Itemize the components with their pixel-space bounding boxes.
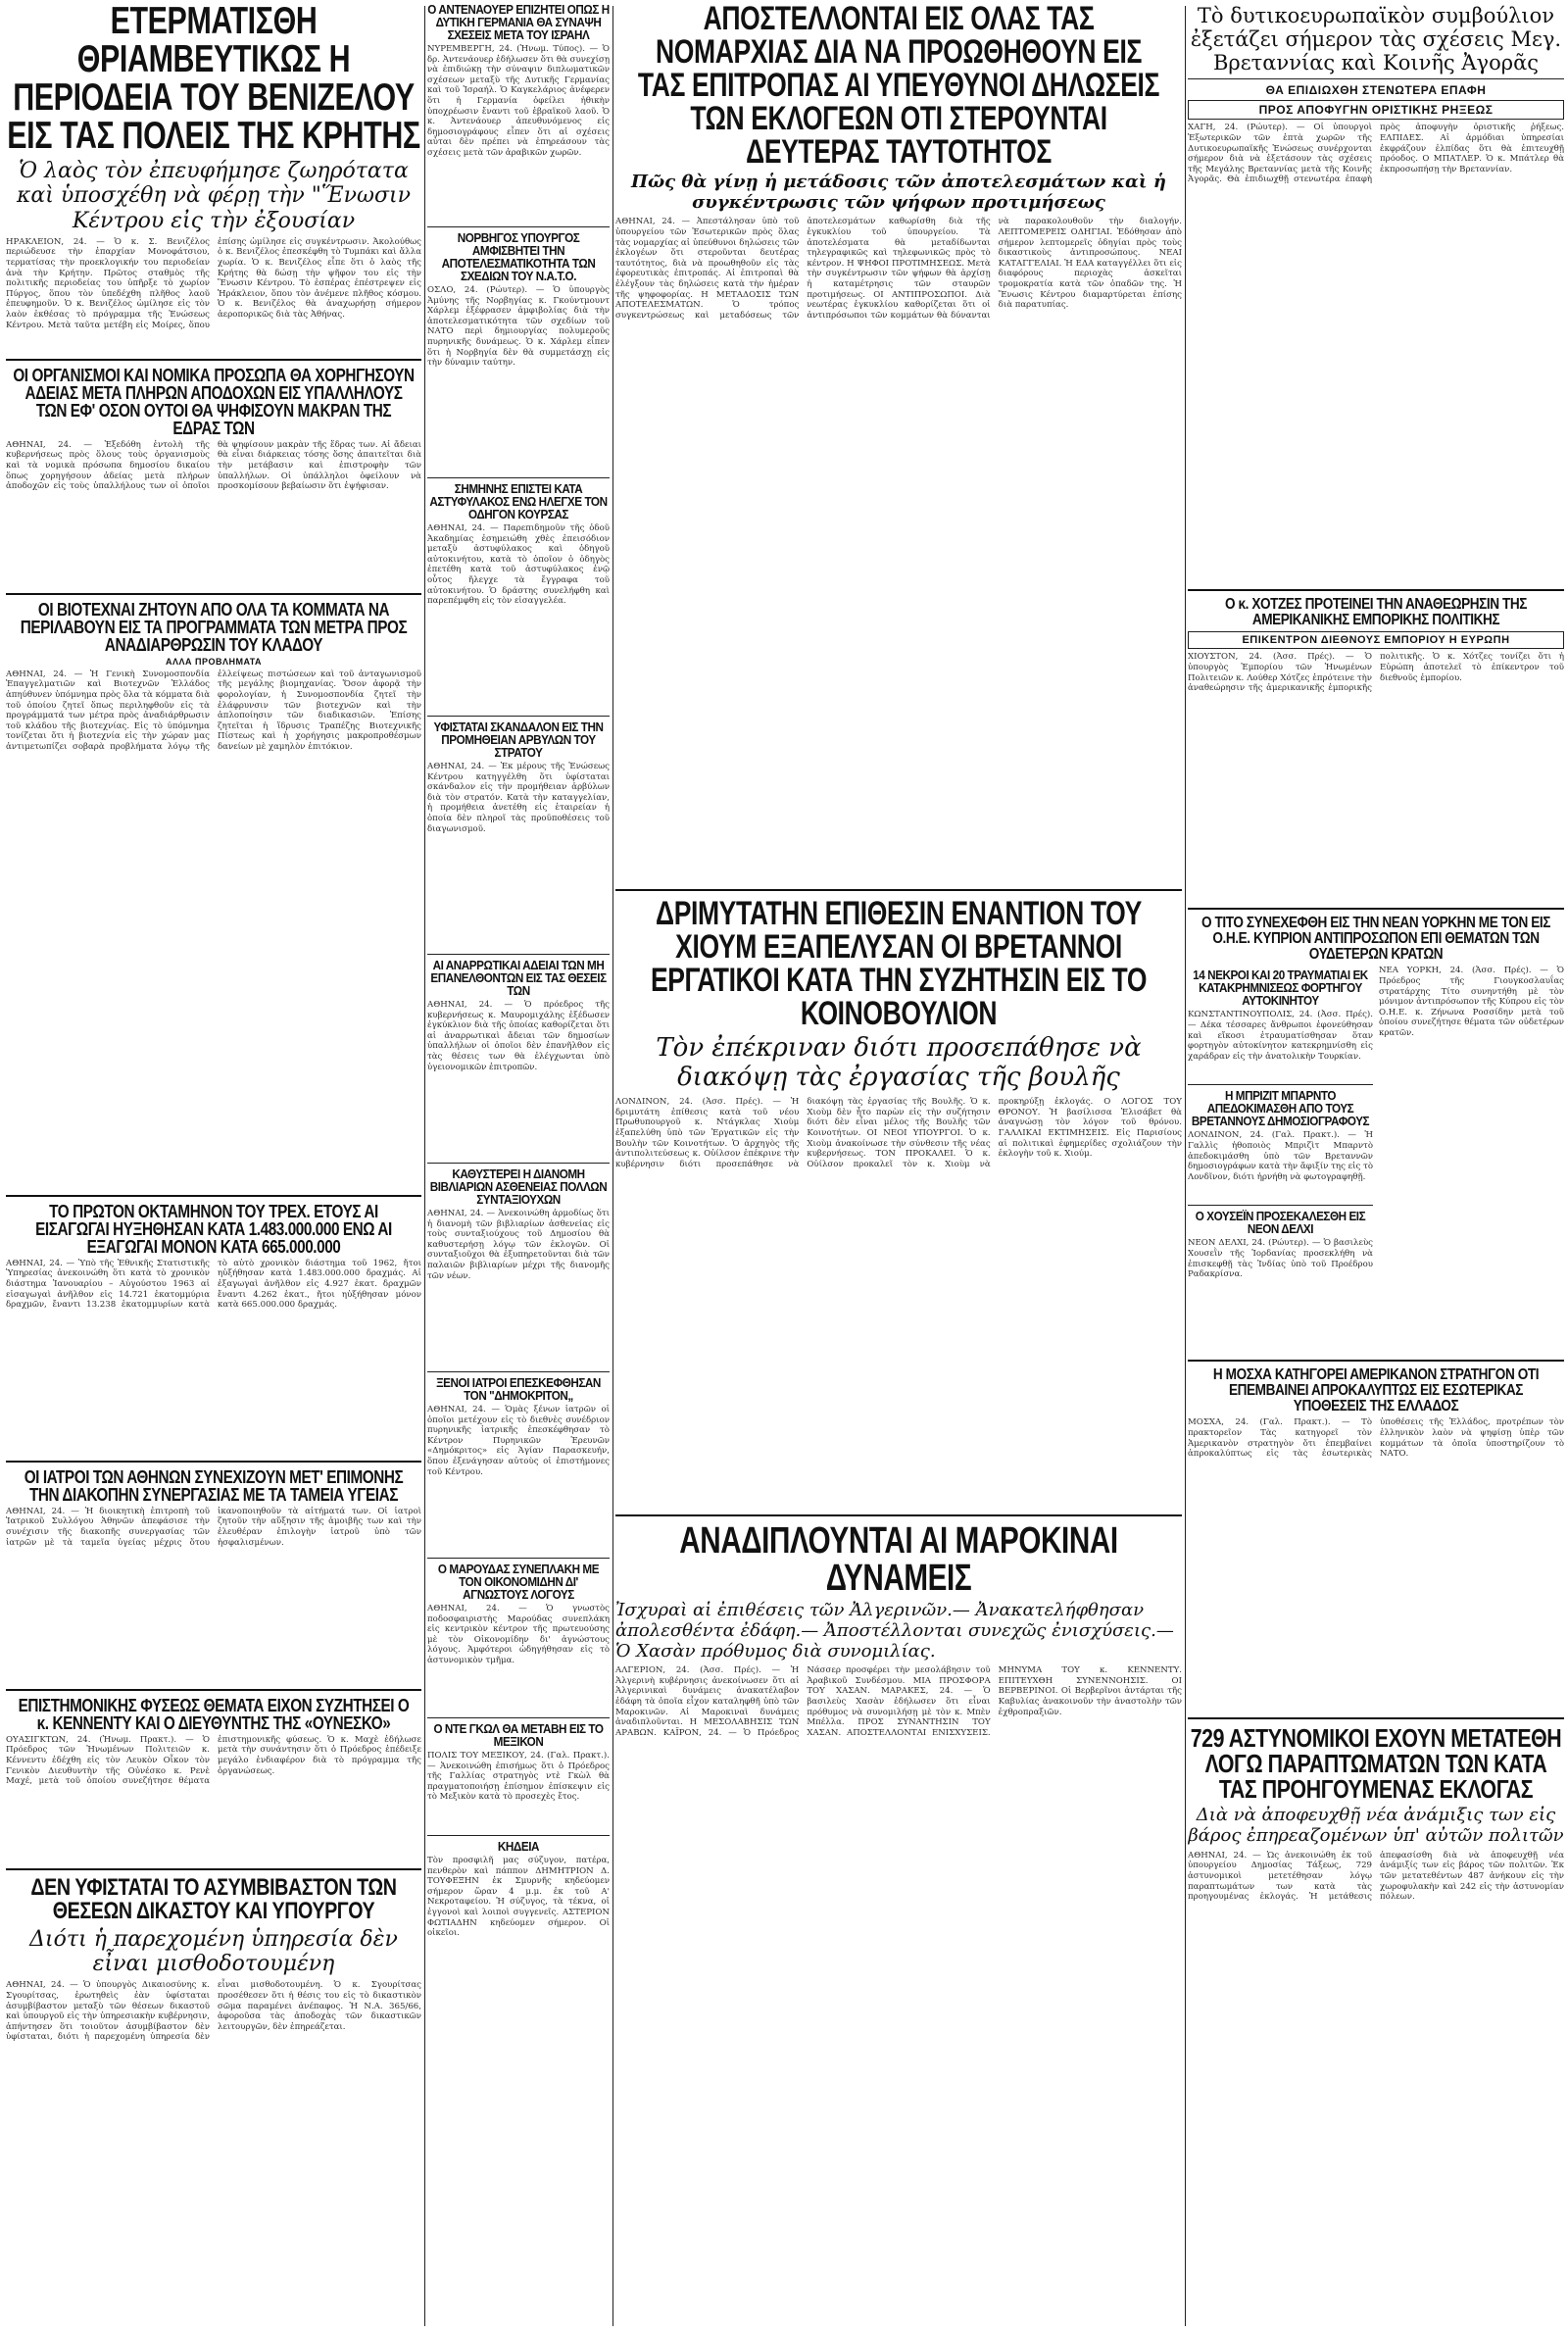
column-rule (424, 6, 425, 2326)
divider (427, 226, 610, 227)
article-hussein-body: ΝΕΟΝ ΔΕΛΧΙ, 24. (Ρώυτερ). — Ὁ βασιλεὺς Χουσεῒν τῆς Ἰορδανίας προσεκλήθη νὰ ἐπισκεφθῇ τὰς Ἰνδίας ὑπὸ τοῦ Προέδρου Ραδακρίσνα. (1188, 1238, 1373, 1280)
article-foreign-doctors-body: ΑΘΗΝΑΙ, 24. — Ὁμὰς ξένων ἰατρῶν οἱ ὁποῖοι μετέχουν εἰς τὸ διεθνὲς συνέδριον πυρηνικῆς ἰατρικῆς ἐπεσκέφθησαν τὸ Κέντρον Πυρηνικῶν Ἐρευνῶν «Δημόκριτος» εἰς Ἁγίαν Παρασκευήν, ὅπου ἐξενάγησαν αὐτοὺς οἱ ἐπιστήμονες τοῦ Κέντρου. (427, 1405, 610, 1477)
headline-foreign-doctors: ΞΕΝΟΙ ΙΑΤΡΟΙ ΕΠΕΣΚΕΦΘΗΣΑΝ ΤΟΝ "ΔΗΜΟΚΡΙΤΟΝ„ (436, 1375, 601, 1403)
article-adenauer-body: ΝΥΡΕΜΒΕΡΓΗ, 24. (Ἠνωμ. Τύπος). — Ὁ δρ. Ἀντενάουερ ἐδήλωσεν ὅτι θὰ συνεχίσῃ νὰ ἐπιδιώκῃ τὴν σύναψιν διπλωματικῶν σχέσεων μεταξὺ τῆς Δυτικῆς Γερμανίας καὶ τοῦ Ἰσραήλ. Ὁ Καγκελάριος ἀνέφερεν ὅτι ἡ Γερμανία ὀφείλει ἠθικὴν ὑποχρέωσιν ἔναντι τοῦ ἑβραϊκοῦ λαοῦ. Ὁ κ. Ἀντενάουερ ἀπευθυνόμενος εἰς δημοσιογράφους εἶπεν ὅτι αἱ σχέσεις αὗται δὲν πρέπει νὰ ἐπηρεάσουν τὰς σχέσεις μετὰ τῶν ἀραβικῶν χωρῶν. (427, 44, 610, 158)
divider (615, 889, 1182, 891)
headline-imports-exports: ΤΟ ΠΡΩΤΟΝ ΟΚΤΑΜΗΝΟΝ ΤΟΥ ΤΡΕΧ. ΕΤΟΥΣ ΑΙ ΕΙΣΑΓΩΓΑΙ ΗΥΞΗΘΗΣΑΝ ΚΑΤΑ 1.483.000.000 ΕΝΩ ΑΙ ΕΞΑΓΩΓΑΙ ΜΟΝΟΝ ΚΑΤΑ 665.000.000 (35, 1201, 392, 1257)
divider (427, 1717, 610, 1718)
article-craftsmen-body: ΑΘΗΝΑΙ, 24. — Ἡ Γενικὴ Συνομοσπονδία Ἐπαγγελματιῶν καὶ Βιοτεχνῶν Ἑλλάδος ἀπηύθυνεν ὑπόμνημα πρὸς ὅλα τὰ κόμματα διὰ τοῦ ὁποίου ζητεῖ ὅπως περιληφθοῦν εἰς τὰ προγράμματά των μέτρα πρὸς ἀναδιάρθρωσιν τοῦ κλάδου τῆς βιοτεχνίας. Εἰς τὸ ὑπόμνημα τονίζεται ὅτι ἡ βιοτεχνία εἰς τὴν χώραν μας ἀντιμετωπίζει σοβαρὰ προβλήματα λόγῳ τῆς ἐλλείψεως πιστώσεων καὶ τοῦ ἀνταγωνισμοῦ τῆς μεγάλης βιομηχανίας. Ὅσον ἀφορᾷ τὴν φορολογίαν, ἡ Συνομοσπονδία ζητεῖ τὴν ἐλάφρυνσιν τῶν βιοτεχνῶν καὶ τὴν ἀπλοποίησιν τῶν διαδικασιῶν. Ἐπίσης ζητεῖται ἡ ἵδρυσις Τραπέζης Βιοτεχνικῆς Πίστεως καὶ ἡ χορήγησις μακροπροθέσμων δανείων μὲ χαμηλὸν ἐπιτόκιον. (6, 669, 421, 753)
article-sick-leave-body: ΑΘΗΝΑΙ, 24. — Ὁ πρόεδρος τῆς κυβερνήσεως κ. Μαυρομιχάλης ἐξέδωσεν ἐγκύκλιον διὰ τῆς ὁποίας καθορίζεται ὅτι αἱ ἀναρρωτικαὶ ἄδειαι τῶν δημοσίων ὑπαλλήλων οἱ ὁποῖοι δὲν ἐπανῆλθον εἰς τὰς θέσεις των θὰ ἐλέγχωνται ὑπὸ ὑγειονομικῶν ἐπιτροπῶν. (427, 1000, 610, 1072)
article-health-books-body: ΑΘΗΝΑΙ, 24. — Ἀνεκοινώθη ἀρμοδίως ὅτι ἡ διανομὴ τῶν βιβλιαρίων ἀσθενείας εἰς τοὺς συνταξιούχους τοῦ Δημοσίου θὰ καθυστερήσῃ λόγῳ τῶν ἐκλογῶν. Οἱ συνταξιοῦχοι θὰ ἐξυπηρετοῦνται διὰ τῶν παλαιῶν βιβλιαρίων μέχρι τῆς διανομῆς τῶν νέων. (427, 1209, 610, 1281)
headline-adenauer-israel: Ο ΑΝΤΕΝΑΟΥΕΡ ΕΠΙΖΗΤΕΙ ΟΠΩΣ Η ΔΥΤΙΚΗ ΓΕΡΜΑΝΙΑ ΘΑ ΣΥΝΑΨΗ ΣΧΕΣΕΙΣ ΜΕΤΑ ΤΟΥ ΙΣΡΑΗΛ (427, 2, 610, 42)
headline-maroudas: Ο ΜΑΡΟΥΔΑΣ ΣΥΝΕΠΛΑΚΗ ΜΕ ΤΟΝ ΟΙΚΟΝΟΜΙΔΗΝ ΔΙ' ΑΓΝΩΣΤΟΥΣ ΛΟΓΟΥΣ (437, 1562, 600, 1602)
headline-norway-nato: ΝΟΡΒΗΓΟΣ ΥΠΟΥΡΓΟΣ ΑΜΦΙΣΒΗΤΕΙ ΤΗΝ ΑΠΟΤΕΛΕΣΜΑΤΙΚΟΤΗΤΑ ΤΩΝ ΣΧΕΔΙΩΝ ΤΟΥ Ν.Α.Τ.Ο. (441, 230, 596, 283)
divider (6, 359, 421, 361)
divider (6, 1461, 421, 1463)
article-imports-body: ΑΘΗΝΑΙ, 24. — Ὑπὸ τῆς Ἐθνικῆς Στατιστικῆς Ὑπηρεσίας ἀνεκοινώθη ὅτι κατὰ τὸ χρονικὸν διάστημα Ἰανουαρίου – Αὐγούστου 1963 αἱ εἰσαγωγαὶ ἀνῆλθον εἰς 14.721 ἑκατομμύρια δραχμῶν, ἔναντι 13.238 ἑκατομμυρίων κατὰ τὸ αὐτὸ χρονικὸν διάστημα τοῦ 1962, ἤτοι ηὐξήθησαν κατὰ 1.483.000.000 δραχμάς. Αἱ ἐξαγωγαὶ ἀνῆλθον εἰς 4.927 ἑκατ. δραχμῶν ἔναντι 4.262 ἑκατ., ἤτοι ηὐξήθησαν μόνον κατὰ 665.000.000 δραχμάς. (6, 1258, 421, 1311)
divider (6, 1868, 421, 1870)
kicker-avoid-rupture: ΠΡΟΣ ΑΠΟΦΥΓΗΝ ΟΡΙΣΤΙΚΗΣ ΡΗΞΕΩΣ (1188, 100, 1564, 120)
column-rule (612, 6, 613, 2326)
headline-moscow-general: Η ΜΟΣΧΑ ΚΑΤΗΓΟΡΕΙ ΑΜΕΡΙΚΑΝΟΝ ΣΤΡΑΤΗΓΟΝ ΟΤΙ ΕΠΕΜΒΑΙΝΕΙ ΑΠΡΟΚΑΛΥΠΤΩΣ ΕΙΣ ΕΣΩΤΕΡΙΚΑΣ ΥΠΟΘΕΣΕΙΣ ΤΗΣ ΕΛΛΑΔΟΣ (1212, 1366, 1540, 1415)
article-maroudas-body: ΑΘΗΝΑΙ, 24. — Ὁ γνωστὸς ποδοσφαιριστὴς Μαρούδας συνεπλάκη εἰς κεντρικὸν κέντρον τῆς πρωτευούσης μὲ τὸν Οἰκονομίδην δι' ἀγνώστους λόγους. Ἀμφότεροι ὡδηγήθησαν εἰς τὸ ἀστυνομικὸν τμῆμα. (427, 1604, 610, 1665)
subhead-home-attack: Τὸν ἐπέκριναν διότι προσεπάθησε νὰ διακόψῃ τὰς ἐργασίας τῆς βουλῆς (656, 1033, 1142, 1093)
headline-doctors: ΟΙ ΙΑΤΡΟΙ ΤΩΝ ΑΘΗΝΩΝ ΣΥΝΕΧΙΖΟΥΝ ΜΕΤ' ΕΠΙΜΟΝΗΣ ΤΗΝ ΔΙΑΚΟΠΗΝ ΣΥΝΕΡΓΑΣΙΑΣ ΜΕ ΤΑ ΤΑΜΕΙΑ ΥΓΕΙΑΣ (24, 1466, 404, 1505)
headline-boots-scandal: ΥΦΙΣΤΑΤΑΙ ΣΚΑΝΔΑΛΟΝ ΕΙΣ ΤΗΝ ΠΡΟΜΗΘΕΙΑΝ ΑΡΒΥΛΩΝ ΤΟΥ ΣΤΡΑΤΟΥ (433, 719, 604, 760)
article-norway-body: ΟΣΛΟ, 24. (Ρώυτερ). — Ὁ ὑπουργὸς Ἀμύνης τῆς Νορβηγίας κ. Γκούντμουντ Χάρλεμ ἐξέφρασεν ἀμφιβολίας διὰ τὴν ἀποτελεσματικότητα τῶν σχεδίων τοῦ ΝΑΤΟ περὶ δημιουργίας πολυμεροῦς πυρηνικῆς δυνάμεως. Ὁ κ. Χάρλεμ εἶπεν ὅτι ἡ Νορβηγία δὲν θὰ συμμετάσχῃ εἰς τὴν δύναμιν ταύτην. (427, 285, 610, 369)
column-rule (1185, 6, 1186, 2326)
divider (1188, 589, 1564, 591)
column-1 (6, 0, 421, 2332)
article-weu-body: ΧΑΓΗ, 24. (Ρώυτερ). — Οἱ ὑπουργοὶ Ἐξωτερικῶν τῶν ἑπτὰ χωρῶν τῆς Δυτικοευρωπαϊκῆς Ἑνώσεως συνέρχονται σήμερον διὰ νὰ ἐξετάσουν τὰς σχέσεις τῆς Μεγάλης Βρεταννίας μετὰ τῆς Κοινῆς Ἀγορᾶς. Θὰ ἐπιδιωχθῇ στενωτέρα ἐπαφὴ πρὸς ἀποφυγὴν ὁριστικῆς ῥήξεως. ΕΛΠΙΔΕΣ. Αἱ ἀρμόδιαι ὑπηρεσίαι ἐκφράζουν ἐλπίδας ὅτι θὰ ἐπιτευχθῇ πρόοδος. Ο ΜΠΑΤΛΕΡ. Ὁ κ. Μπάτλερ θὰ ἐκπροσωπήσῃ τὴν Βρεταννίαν. (1188, 123, 1564, 185)
headline-craftsmen: ΟΙ ΒΙΟΤΕΧΝΑΙ ΖΗΤΟΥΝ ΑΠΟ ΟΛΑ ΤΑ ΚΟΜΜΑΤΑ ΝΑ ΠΕΡΙΛΑΒΟΥΝ ΕΙΣ ΤΑ ΠΡΟΓΡΑΜΜΑΤΑ ΤΩΝ ΜΕΤΡΑ ΠΡΟΣ ΑΝΑΔΙΑΡΘΡΩΣΙΝ ΤΟΥ ΚΛΑΔΟΥ (20, 599, 408, 655)
article-boots-body: ΑΘΗΝΑΙ, 24. — Ἐκ μέρους τῆς Ἑνώσεως Κέντρου κατηγγέλθη ὅτι ὑφίσταται σκάνδαλον εἰς τὴν προμήθειαν ἀρβύλων διὰ τὸν στρατόν. Κατὰ τὴν καταγγελίαν, ἡ προμήθεια ἀνετέθη εἰς ἑταιρείαν ἡ ὁποία δὲν πληροῖ τὰς προϋποθέσεις τοῦ διαγωνισμοῦ. (427, 762, 610, 834)
divider (6, 1689, 421, 1691)
divider (1188, 1084, 1373, 1085)
headline-bardot: Η ΜΠΡΙΖΙΤ ΜΠΑΡΝΤΟ ΑΠΕΔΟΚΙΜΑΣΘΗ ΑΠΟ ΤΟΥΣ ΒΡΕΤΑΝΝΟΥΣ ΔΗΜΟΣΙΟΓΡΑΦΟΥΣ (1191, 1088, 1370, 1129)
headline-hussein: Ο ΧΟΥΣΕΪΝ ΠΡΟΣΕΚΑΛΕΣΘΗ ΕΙΣ ΝΕΟΝ ΔΕΛΧΙ (1195, 1209, 1366, 1237)
article-leave-employees-body: ΑΘΗΝΑΙ, 24. — Ἐξεδόθη ἐντολὴ τῆς κυβερνήσεως πρὸς ὅλους τοὺς ὀργανισμοὺς καὶ τὰ νομικὰ πρόσωπα δημοσίου δικαίου ὅπως χορηγήσουν ἀδείας μετὰ πλήρων ἀποδοχῶν εἰς τοὺς ὑπαλλήλους των οἱ ὁποῖοι θὰ ψηφίσουν μακρὰν τῆς ἕδρας των. Αἱ ἄδειαι θὰ εἶναι διάρκειας τόσης ὅσης ἀπαιτεῖται διὰ τὴν μετάβασιν καὶ ἐπιστροφὴν τῶν ὑπαλλήλων. Οἱ ὑπάλληλοι ὀφείλουν νὰ προσκομίσουν βεβαίωσιν ὅτι ἐψήφισαν. (6, 439, 421, 492)
divider (427, 954, 610, 955)
headline-health-books: ΚΑΘΥΣΤΕΡΕΙ Η ΔΙΑΝΟΜΗ ΒΙΒΛΙΑΡΙΩΝ ΑΣΘΕΝΕΙΑΣ ΠΟΛΛΩΝ ΣΥΝΤΑΞΙΟΥΧΩΝ (429, 1166, 608, 1207)
divider (1188, 78, 1564, 79)
article-moroccan-body: ΑΛΓΕΡΙΟΝ, 24. (Ἀσσ. Πρές). — Ἡ Ἀλγερινὴ κυβέρνησις ἀνεκοίνωσεν ὅτι αἱ Ἀλγερινικαὶ δυνάμεις ἀνακατέλαβον ἐδάφη τὰ ὁποῖα εἶχον καταληφθῆ ὑπὸ τῶν Μαροκινῶν. Αἱ Μαροκιναὶ δυνάμεις ἀναδιπλοῦνται. Η ΜΕΣΟΛΑΒΗΣΙΣ ΤΩΝ ΑΡΑΒΩΝ. ΚΑΪΡΟΝ, 24. — Ὁ Πρόεδρος Νάσσερ προσφέρει τὴν μεσολάβησιν τοῦ Ἀραβικοῦ Συνδέσμου. ΜΙΑ ΠΡΟΣΦΟΡΑ ΤΟΥ ΧΑΣΑΝ. ΜΑΡΑΚΕΣ, 24. — Ὁ βασιλεὺς Χασὰν ἐδήλωσεν ὅτι εἶναι πρόθυμος νὰ συνομιλήσῃ μὲ τὸν κ. Μπὲν Μπέλλα. ΠΡΟΣ ΣΥΝΑΝΤΗΣΙΝ ΤΟΥ ΧΑΣΑΝ. ΑΠΟΣΤΕΛΛΟΝΤΑΙ ΕΝΙΣΧΥΣΕΙΣ. ΜΗΝΥΜΑ ΤΟΥ κ. ΚΕΝΝΕΝΤΥ. ΕΠΙΤΕΥΧΘΗ ΣΥΝΕΝΝΟΗΣΙΣ. ΟΙ ΒΕΡΒΕΡΙΝΟΙ. Οἱ Βερβερῖνοι ἀντάρται τῆς Καβυλίας ἀνακοινοῦν τὴν ἀναστολὴν τῶν ἐχθροπραξιῶν. (615, 1665, 1182, 1738)
article-hodges-body: ΧΙΟΥΣΤΟΝ, 24. (Ἀσσ. Πρές). — Ὁ ὑπουργὸς Ἐμπορίου τῶν Ἡνωμένων Πολιτειῶν κ. Λούθερ Χότζες ἐπρότεινε τὴν ἀναθεώρησιν τῆς ἀμερικανικῆς ἐμπορικῆς πολιτικῆς. Ὁ κ. Χότζες τονίζει ὅτι ἡ Εὐρώπη ἀποτελεῖ τὸ ἐπίκεντρον τοῦ διεθνοῦς ἐμπορίου. (1188, 652, 1564, 694)
headline-de-gaulle-mexico: Ο ΝΤΕ ΓΚΩΛ ΘΑ ΜΕΤΑΒΗ ΕΙΣ ΤΟ ΜΕΞΙΚΟΝ (433, 1721, 604, 1749)
article-elections-body: ΑΘΗΝΑΙ, 24. — Ἀπεστάλησαν ὑπὸ τοῦ ὑπουργείου τῶν Ἐσωτερικῶν πρὸς ὅλας τὰς νομαρχίας αἱ ὑπεύθυνοι δηλώσεις τῶν ἐκλογέων ὅτι στεροῦνται δευτέρας ταυτότητος, διὰ νὰ προωθηθοῦν εἰς τὰς ἐφορευτικὰς ἐπιτροπάς. Αἱ ἐπιτροπαὶ θὰ ἐλέγξουν τὰς δηλώσεις κατὰ τὴν ἡμέραν τῆς ψηφοφορίας. Η ΜΕΤΑΔΟΣΙΣ ΤΩΝ ΑΠΟΤΕΛΕΣΜΑΤΩΝ. Ὁ τρόπος συγκεντρώσεως καὶ μεταδόσεως τῶν ἀποτελεσμάτων καθωρίσθη διὰ τῆς ἐγκυκλίου τοῦ ὑπουργείου. Τὰ ἀποτελέσματα θὰ μεταδίδωνται τηλεγραφικῶς καὶ τηλεφωνικῶς πρὸς τὸ κέντρον. Η ΨΗΦΟΙ ΠΡΟΤΙΜΗΣΕΩΣ. Μετὰ τὴν συγκέντρωσιν τῶν ψήφων θὰ ἀρχίσῃ ἡ καταμέτρησις τῶν σταυρῶν προτιμήσεως. ΟΙ ΑΝΤΙΠΡΟΣΩΠΟΙ. Διὰ νεωτέρας ἐγκυκλίου καθορίζεται ὅτι οἱ ἀντιπρόσωποι τῶν κομμάτων θὰ δύνανται νὰ παρακολουθοῦν τὴν διαλογήν. ΛΕΠΤΟΜΕΡΕΙΣ ΟΔΗΓΙΑΙ. Ἐδόθησαν ἀπὸ σήμερον λεπτομερεῖς ὁδηγίαι πρὸς τοὺς δικαστικοὺς ἀντιπροσώπους. ΝΕΑΙ ΚΑΤΑΓΓΕΛΙΑΙ. Ἡ ΕΔΑ καταγγέλλει ὅτι εἰς διαφόρους περιοχὰς ἀσκεῖται τρομοκρατία κατὰ τῶν ὀπαδῶν της. Ἡ Ἕνωσις Κέντρου διαμαρτύρεται ἐπίσης διὰ παρατυπίας. (615, 217, 1182, 321)
subhead-moroccan-forces: Ἰσχυραὶ αἱ ἐπιθέσεις τῶν Ἀλγερινῶν.— Ἀνακατελήφθησαν ἀπολεσθέντα ἐδάφη.— Ἀποστέλλονται συνεχῶς ἐνισχύσεις.—Ὁ Χασὰν πρόθυμος διὰ συνομιλίας. (615, 1600, 1174, 1662)
divider (1188, 1205, 1373, 1206)
subhead-729-police: Διὰ νὰ ἀποφευχθῇ νέα ἀνάμιξις των εἰς βάρος ἐπηρεαζομένων ὑπ' αὐτῶν πολιτῶν (1188, 1805, 1564, 1847)
headline-elections-declarations: ΑΠΟΣΤΕΛΛΟΝΤΑΙ ΕΙΣ ΟΛΑΣ ΤΑΣ ΝΟΜΑΡΧΙΑΣ ΔΙΑ ΝΑ ΠΡΟΩΘΗΘΟΥΝ ΕΙΣ ΤΑΣ ΕΠΙΤΡΟΠΑΣ ΑΙ ΥΠΕΥΘΥΝΟΙ ΔΗΛΩΣΕΙΣ ΤΩΝ ΕΚΛΟΓΕΩΝ ΟΤΙ ΣΤΕΡΟΥΝΤΑΙ ΔΕΥΤΕΡΑΣ ΤΑΥΤΟΤΗΤΟΣ (637, 0, 1160, 171)
divider (427, 716, 610, 717)
headline-hodges: Ο κ. ΧΟΤΖΕΣ ΠΡΟΤΕΙΝΕΙ ΤΗΝ ΑΝΑΘΕΩΡΗΣΙΝ ΤΗΣ ΑΜΕΡΙΚΑΝΙΚΗΣ ΕΜΠΟΡΙΚΗΣ ΠΟΛΙΤΙΚΗΣ (1224, 596, 1528, 629)
article-venizelos-body: ΗΡΑΚΛΕΙΟΝ, 24. — Ὁ κ. Σ. Βενιζέλος περιώδευσε τὴν ἐπαρχίαν Μονοφάτσιου, τερματίσας τὴν προεκλογικήν του περιοδείαν ἀνὰ τὴν Κρήτην. Πρῶτος σταθμὸς τῆς πολιτικῆς περιοδείας του ὑπῆρξε τὸ χωρίον Πύργος, ὅπου τὸν ὑπεδέχθη πλῆθος λαοῦ ἐπευφημοῦν. Ὁ κ. Βενιζέλος ὡμίλησε εἰς τὸν λαὸν ἐκθέσας τὸ πρόγραμμα τῆς Ἑνώσεως Κέντρου. Μετὰ ταῦτα μετέβη εἰς Μοίρες, ὅπου ἐπίσης ὡμίλησε εἰς συγκέντρωσιν. Ἀκολούθως ὁ κ. Βενιζέλος ἐπεσκέφθη τὸ Τυμπάκι καὶ ἄλλα χωρία. Ὁ κ. Βενιζέλος εἶπε ὅτι ὁ λαὸς τῆς Κρήτης θὰ δώσῃ τὴν ψῆφον του εἰς τὴν Ἕνωσιν Κέντρου. Τὸ ἑσπέρας ἐπέστρεψεν εἰς Ἡράκλειον, ὅπου τὸν ἀνέμενε πλῆθος κόσμου. Ὁ κ. Βενιζέλος θὰ ἀναχωρήσῃ σήμερον ἀεροπορικῶς διὰ τὰς Ἀθήνας. (6, 236, 421, 330)
kicker-closer-contact: ΘΑ ΕΠΙΔΙΩΧΘΗ ΣΤΕΝΩΤΕΡΑ ΕΠΑΦΗ (1265, 83, 1487, 98)
divider (427, 477, 610, 478)
divider (427, 1163, 610, 1164)
divider (427, 1835, 610, 1836)
tito-row (1188, 966, 1564, 1354)
article-kennedy-body: ΟΥΑΣΙΓΚΤΩΝ, 24. (Ἠνωμ. Πρακτ.). — Ὁ Πρόεδρος τῶν Ἡνωμένων Πολιτειῶν κ. Κέννεντυ ἐδέχθη εἰς τὸν Λευκὸν Οἶκον τὸν Γενικὸν Διευθυντὴν τῆς Οὐνέσκο κ. Ρενὲ Μαχέ, μετὰ τοῦ ὁποίου συνεζήτησε θέματα ἐπιστημονικῆς φύσεως. Ὁ κ. Μαχὲ ἐδήλωσε μετὰ τὴν συνάντησιν ὅτι ὁ Πρόεδρος ἐπέδειξε μεγάλο ἐνδιαφέρον διὰ τὸ πρόγραμμα τῆς ὀργανώσεως. (6, 1734, 421, 1787)
headline-14-dead: 14 ΝΕΚΡΟΙ ΚΑΙ 20 ΤΡΑΥΜΑΤΙΑΙ ΕΚ ΚΑΤΑΚΡΗΜΝΙΣΕΩΣ ΦΟΡΤΗΓΟΥ ΑΥΤΟΚΙΝΗΤΟΥ (1193, 968, 1368, 1009)
article-729-body: ΑΘΗΝΑΙ, 24. — Ὡς ἀνεκοινώθη ἐκ τοῦ ὑπουργείου Δημοσίας Τάξεως, 729 ἀστυνομικοὶ μετετέθησαν λόγῳ παραπτωμάτων των κατὰ τὰς προηγουμένας ἐκλογάς. Ἡ μετάθεσις ἀπεφασίσθη διὰ νὰ ἀποφευχθῇ νέα ἀνάμιξίς των εἰς βάρος τῶν πολιτῶν. Ἐκ τῶν μετατεθέντων 487 ἀνήκουν εἰς τὴν χωροφυλακὴν καὶ 242 εἰς τὴν ἀστυνομίαν πόλεων. (1188, 1850, 1564, 1903)
tito-left (1188, 966, 1373, 1354)
headline-judge-minister: ΔΕΝ ΥΦΙΣΤΑΤΑΙ ΤΟ ΑΣΥΜΒΙΒΑΣΤΟΝ ΤΩΝ ΘΕΣΕΩΝ ΔΙΚΑΣΤΟΥ ΚΑΙ ΥΠΟΥΡΓΟΥ (30, 1873, 397, 1924)
article-de-gaulle-body: ΠΟΛΙΣ ΤΟΥ ΜΕΞΙΚΟΥ, 24. (Γαλ. Πρακτ.). — Ἀνεκοινώθη ἐπισήμως ὅτι ὁ Πρόεδρος τῆς Γαλλίας στρατηγὸς ντὲ Γκὼλ θὰ πραγματοποιήσῃ ἐπίσημον ἐπίσκεψιν εἰς τὸ Μεξικὸν κατὰ τὸ προσεχὲς ἔτος. (427, 1751, 610, 1803)
divider (427, 1371, 610, 1372)
article-judge-body: ΑΘΗΝΑΙ, 24. — Ὁ ὑπουργὸς Δικαιοσύνης κ. Σγουρίτσας, ἐρωτηθεὶς ἐὰν ὑφίσταται ἀσυμβίβαστον μεταξὺ τῶν θέσεων δικαστοῦ καὶ ὑπουργοῦ εἰς τὴν ὑπηρεσιακὴν κυβέρνησιν, ἀπήντησεν ὅτι τοιοῦτον ἀσυμβίβαστον δὲν ὑφίσταται, διότι ἡ παρεχομένη ὑπηρεσία δὲν εἶναι μισθοδοτουμένη. Ὁ κ. Σγουρίτσας προσέθεσεν ὅτι ἡ θέσις του εἰς τὸ δικαστικὸν σῶμα παραμένει ἀνέπαφος. Ἡ Ν.Α. 365/66, ἀφοροῦσα τὰς ἀποδοχὰς τῶν δικαστικῶν λειτουργῶν, δὲν ἐπηρεάζεται. (6, 1980, 421, 2043)
subhead-venizelos: Ὁ λαὸς τὸν ἐπευφήμησε ζωηρότατα καὶ ὑποσχέθη νὰ φέρῃ τὴν "Ἕνωσιν Κέντρου εἰς τὴν ἐξουσίαν (16, 159, 412, 233)
tito-right (1379, 966, 1564, 1354)
headline-sick-leave: ΑΙ ΑΝΑΡΡΩΤΙΚΑΙ ΑΔΕΙΑΙ ΤΩΝ ΜΗ ΕΠΑΝΕΛΘΟΝΤΩΝ ΕΙΣ ΤΑΣ ΘΕΣΕΙΣ ΤΩΝ (430, 958, 607, 998)
divider (615, 1514, 1182, 1516)
article-home-body: ΛΟΝΔΙΝΟΝ, 24. (Ἀσσ. Πρές). — Ἡ δριμυτάτη ἐπίθεσις κατὰ τοῦ νέου Πρωθυπουργοῦ κ. Ντάγκλας Χιοὺμ ἐξαπελύθη ὑπὸ τῶν Ἐργατικῶν εἰς τὴν Βουλὴν τῶν Κοινοτήτων. Ὁ ἀρχηγὸς τῆς ἀντιπολιτεύσεως κ. Οὐίλσον ἐπέκρινε τὴν κυβέρνησιν διότι προσεπάθησε νὰ διακόψῃ τὰς ἐργασίας τῆς Βουλῆς. Ὁ κ. Χιοὺμ δὲν ἦτο παρὼν εἰς τὴν συζήτησιν διότι δὲν εἶναι μέλος τῆς Βουλῆς τῶν Κοινοτήτων. ΟΙ ΝΕΟΙ ΥΠΟΥΡΓΟΙ. Ὁ κ. Χιοὺμ ἀνακοίνωσε τὴν σύνθεσιν τῆς νέας κυβερνήσεως. ΤΟΝ ΠΡΟΚΑΛΕΙ. Ὁ κ. Οὐίλσον προκαλεῖ τὸν κ. Χιοὺμ νὰ προκηρύξῃ ἐκλογάς. Ο ΛΟΓΟΣ ΤΟΥ ΘΡΟΝΟΥ. Ἡ βασίλισσα Ἐλισάβετ θὰ ἀναγνώσῃ τὸν λόγον τοῦ θρόνου. ΓΑΛΛΙΚΑΙ ΕΚΤΙΜΗΣΕΙΣ. Εἰς Παρισίους αἱ πολιτικαὶ ἐφημερίδες σχολιάζουν τὴν ἐκλογὴν τοῦ κ. Χιούμ. (615, 1097, 1182, 1169)
subhead-judge-minister: Διότι ἡ παρεχομένη ὑπηρεσία δὲν εἶναι μισθοδοτουμένη (29, 1926, 398, 1977)
divider (427, 1558, 610, 1559)
divider (1188, 908, 1564, 910)
headline-tito-cyprus: Ο ΤΙΤΟ ΣΥΝΕΧΕΦΘΗ ΕΙΣ ΤΗΝ ΝΕΑΝ ΥΟΡΚΗΝ ΜΕ ΤΟΝ ΕΙΣ Ο.Η.Ε. ΚΥΠΡΙΟΝ ΑΝΤΙΠΡΟΣΩΠΟΝ ΕΠΙ ΘΕΜΑΤΩΝ ΤΩΝ ΟΥΔΕΤΕΡΩΝ ΚΡΑΤΩΝ (1201, 915, 1550, 964)
subhead-results-transmission: Πῶς θὰ γίνῃ ἡ μετάδοσις τῶν ἀποτελεσμάτων καὶ ἡ συγκέντρωσις τῶν ψήφων προτιμήσεως (631, 172, 1166, 213)
article-14-dead-body: ΚΩΝΣΤΑΝΤΙΝΟΥΠΟΛΙΣ, 24. (Ἀσσ. Πρές). — Δέκα τέσσαρες ἄνθρωποι ἐφονεύθησαν καὶ εἴκοσι ἐτραυματίσθησαν ὅταν φορτηγὸν αὐτοκίνητον κατεκρημνίσθη εἰς χαράδραν εἰς τὴν ἀνατολικὴν Τουρκίαν. (1188, 1010, 1373, 1062)
article-officer-body: ΑΘΗΝΑΙ, 24. — Παρεπιδημοῦν τῆς ὁδοῦ Ἀκαδημίας ἐσημειώθη χθὲς ἐπεισόδιον μεταξὺ ἀστυφύλακος καὶ ὁδηγοῦ αὐτοκινήτου, κατὰ τὸ ὁποῖον ὁ ὁδηγὸς ἐπετέθη κατὰ τοῦ ἀστυφύλακος ἐνῷ οὗτος ἤλεγχε τὰ ἔγγραφα τοῦ αὐτοκινήτου. Ὁ δράστης συνελήφθη καὶ παρεπέμφθη εἰς τὸν εἰσαγγελέα. (427, 523, 610, 607)
headline-funeral: ΚΗΔΕΙΑ (497, 1839, 540, 1854)
article-moscow-body: ΜΟΣΧΑ, 24. (Γαλ. Πρακτ.). — Τὸ πρακτορεῖον Τὰς κατηγορεῖ τὸν Ἀμερικανὸν στρατηγὸν ὅτι ἐπεμβαίνει ἀπροκαλύπτως εἰς τὰς ἐσωτερικὰς ὑποθέσεις τῆς Ἑλλάδος, προτρέπων τὸν ἑλληνικὸν λαὸν νὰ ψηφίσῃ ὑπὲρ τῶν κομμάτων τὰ ὁποῖα ὑποστηρίζουν τὸ ΝΑΤΟ. (1188, 1417, 1564, 1460)
headline-moroccan-forces: ΑΝΑΔΙΠΛΟΥΝΤΑΙ ΑΙ ΜΑΡΟΚΙΝΑΙ ΔΥΝΑΜΕΙΣ (679, 1520, 1118, 1600)
headline-weu-council: Τὸ δυτικοευρωπαϊκὸν συμβούλιον ἐξετάζει σήμερον τὰς σχέσεις Μεγ. Βρεταννίας καὶ Κοινῆς Ἀγορᾶς (1190, 4, 1562, 75)
column-2 (427, 0, 610, 2332)
headline-kennedy-unesco: ΕΠΙΣΤΗΜΟΝΙΚΗΣ ΦΥΣΕΩΣ ΘΕΜΑΤΑ ΕΙΧΟΝ ΣΥΖΗΤΗΣΕΙ Ο κ. ΚΕΝΝΕΝΤΥ ΚΑΙ Ο ΔΙΕΥΘΥΝΤΗΣ ΤΗΣ «ΟΥΝΕΣΚΟ» (18, 1695, 410, 1733)
article-doctors-body: ΑΘΗΝΑΙ, 24. — Ἡ διοικητικὴ ἐπιτροπὴ τοῦ Ἰατρικοῦ Συλλόγου Ἀθηνῶν ἀπεφάσισε τὴν συνέχισιν τῆς διακοπῆς συνεργασίας τῶν ἰατρῶν μὲ τὰ ταμεῖα ὑγείας μέχρις ὅτου ἱκανοποιηθοῦν τὰ αἰτήματά των. Οἱ ἰατροὶ ζητοῦν τὴν αὔξησιν τῆς ἀμοιβῆς των καὶ τὴν ἐλευθέραν ἐπιλογὴν ἰατροῦ ὑπὸ τῶν ἠσφαλισμένων. (6, 1506, 421, 1548)
divider (1188, 1360, 1564, 1362)
headline-venizelos: ΕΤΕΡΜΑΤΙΣΘΗ ΘΡΙΑΜΒΕΥΤΙΚΩΣ Η ΠΕΡΙΟΔΕΙΑ ΤΟΥ ΒΕΝΙΖΕΛΟΥ ΕΙΣ ΤΑΣ ΠΟΛΕΙΣ ΤΗΣ ΚΡΗΤΗΣ (7, 0, 420, 157)
kicker-other-problems: ΑΛΛΑ ΠΡΟΒΛΗΜΑΤΑ (165, 656, 263, 667)
divider (1188, 1717, 1564, 1719)
article-funeral-body: Τὸν προσφιλῆ μας σύζυγον, πατέρα, πενθερὸν καὶ πάππον ΔΗΜΗΤΡΙΟΝ Δ. ΤΟΥΦΕΞΗΝ ἐκ Σμυρνῆς κηδεύομεν σήμερον ὥραν 4 μ.μ. ἐκ τοῦ Α' Νεκροταφείου. Ἡ σύζυγος, τὰ τέκνα, οἱ ἐγγονοὶ καὶ λοιποὶ συγγενεῖς. ΑΣΤΕΡΙΟΝ ΦΩΤΙΑΔΗΝ κηδεύομεν σήμερον. Οἱ οἰκεῖοι. (427, 1856, 610, 1939)
column-3 (615, 0, 1182, 2332)
headline-729-police: 729 ΑΣΤΥΝΟΜΙΚΟΙ ΕΧΟΥΝ ΜΕΤΑΤΕΘΗ ΛΟΓΩ ΠΑΡΑΠΤΩΜΑΤΩΝ ΤΩΝ ΚΑΤΑ ΤΑΣ ΠΡΟΗΓΟΥΜΕΝΑΣ ΕΚΛΟΓΑΣ (1190, 1723, 1562, 1805)
divider (6, 1195, 421, 1197)
headline-leave-employees: ΟΙ ΟΡΓΑΝΙΣΜΟΙ ΚΑΙ ΝΟΜΙΚΑ ΠΡΟΣΩΠΑ ΘΑ ΧΟΡΗΓΗΣΟΥΝ ΑΔΕΙΑΣ ΜΕΤΑ ΠΛΗΡΩΝ ΑΠΟΔΟΧΩΝ ΕΙΣ ΥΠΑΛΛΗΛΟΥΣ ΤΩΝ ΕΦ' ΟΣΟΝ ΟΥΤΟΙ ΘΑ ΨΗΦΙΣΟΥΝ ΜΑΚΡΑΝ ΤΗΣ ΕΔΡΑΣ ΤΩΝ (13, 365, 415, 438)
column-4 (1188, 0, 1564, 2332)
headline-officer-attack: ΣΗΜΗΝΗΣ ΕΠΙΣΤΕΙ ΚΑΤΑ ΑΣΤΥΦΥΛΑΚΟΣ ΕΝΩ ΗΛΕΓΧΕ ΤΟΝ ΟΔΗΓΟΝ ΚΟΥΡΣΑΣ (429, 481, 608, 521)
article-tito-body: ΝΕΑ ΥΟΡΚΗ, 24. (Ἀσσ. Πρές). — Ὁ Πρόεδρος τῆς Γιουγκοσλαυΐας στρατάρχης Τίτο συνηντήθη μὲ τὸν μόνιμον ἀντιπρόσωπον τῆς Κύπρου εἰς τὸν Ο.Η.Ε. κ. Ζήνωνα Ροσσίδην μετὰ τοῦ ὁποίου συνεζήτησε θέματα τῶν οὐδετέρων κρατῶν. (1379, 966, 1564, 1038)
headline-home-attack: ΔΡΙΜΥΤΑΤΗΝ ΕΠΙΘΕΣΙΝ ΕΝΑΝΤΙΟΝ ΤΟΥ ΧΙΟΥΜ ΕΞΑΠΕΛΥΣΑΝ ΟΙ ΒΡΕΤΑΝΝΟΙ ΕΡΓΑΤΙΚΟΙ ΚΑΤΑ ΤΗΝ ΣΥΖΗΤΗΣΙΝ ΕΙΣ ΤΟ ΚΟΙΝΟΒΟΥΛΙΟΝ (650, 895, 1148, 1033)
kicker-europe-trade: ΕΠΙΚΕΝΤΡΟΝ ΔΙΕΘΝΟΥΣ ΕΜΠΟΡΙΟΥ Η ΕΥΡΩΠΗ (1188, 631, 1564, 649)
article-bardot-body: ΛΟΝΔΙΝΟΝ, 24. (Γαλ. Πρακτ.). — Ἡ Γαλλὶς ἠθοποιὸς Μπριζὶτ Μπαρντὸ ἀπεδοκιμάσθη ὑπὸ τῶν Βρεταννῶν δημοσιογράφων κατὰ τὴν ἄφιξίν της εἰς τὸ Λονδῖνον, διότι ἠρνήθη νὰ φωτογραφηθῇ. (1188, 1130, 1373, 1182)
divider (6, 593, 421, 595)
